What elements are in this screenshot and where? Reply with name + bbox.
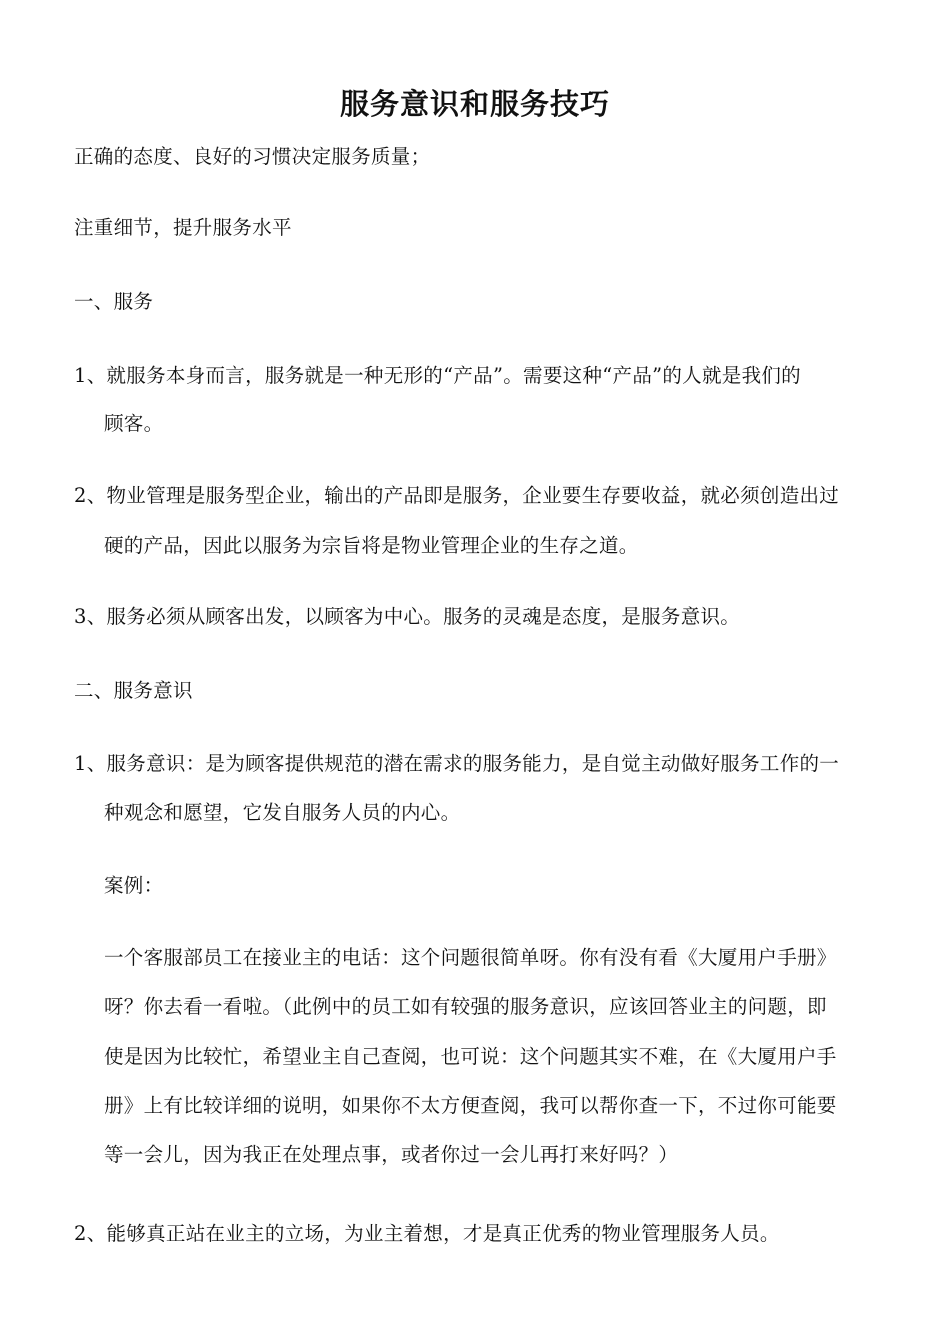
section-2-item-1-line-1: 1、服务意识：是为顾客提供规范的潜在需求的服务能力，是自觉主动做好服务工作的一	[74, 752, 840, 775]
document-title: 服务意识和服务技巧	[339, 87, 610, 121]
section-2-item-1-line-2: 种观念和愿望，它发自服务人员的内心。	[104, 801, 461, 824]
case-label: 案例：	[104, 874, 164, 897]
section-1-item-1-line-1: 1、就服务本身而言，服务就是一种无形的“产品”。需要这种“产品”的人就是我们的	[74, 364, 801, 387]
section-2-heading: 二、服务意识	[74, 679, 193, 702]
section-1-item-3: 3、服务必须从顾客出发，以顾客为中心。服务的灵魂是态度，是服务意识。	[74, 605, 741, 628]
case-line-3: 使是因为比较忙，希望业主自己查阅，也可说：这个问题其实不难，在《大厦用户手	[104, 1045, 837, 1068]
section-1-item-2-line-2: 硬的产品，因此以服务为宗旨将是物业管理企业的生存之道。	[104, 534, 639, 557]
case-line-2: 呀？你去看一看啦。（此例中的员工如有较强的服务意识，应该回答业主的问题，即	[104, 995, 827, 1018]
case-line-1: 一个客服部员工在接业主的电话：这个问题很简单呀。你有没有看《大厦用户手册》	[104, 946, 837, 969]
intro-line-1: 正确的态度、良好的习惯决定服务质量；	[74, 145, 431, 168]
case-line-5: 等一会儿，因为我正在处理点事，或者你过一会儿再打来好吗？）	[104, 1143, 679, 1166]
case-line-4: 册》上有比较详细的说明，如果你不太方便查阅，我可以帮你查一下，不过你可能要	[104, 1094, 837, 1117]
section-1-item-2-line-1: 2、物业管理是服务型企业，输出的产品即是服务，企业要生存要收益，就必须创造出过	[74, 484, 840, 507]
section-1-heading: 一、服务	[74, 290, 154, 313]
intro-line-2: 注重细节，提升服务水平	[74, 216, 292, 239]
section-1-item-1-line-2: 顾客。	[104, 412, 164, 435]
section-2-item-2: 2、能够真正站在业主的立场，为业主着想，才是真正优秀的物业管理服务人员。	[74, 1222, 780, 1245]
